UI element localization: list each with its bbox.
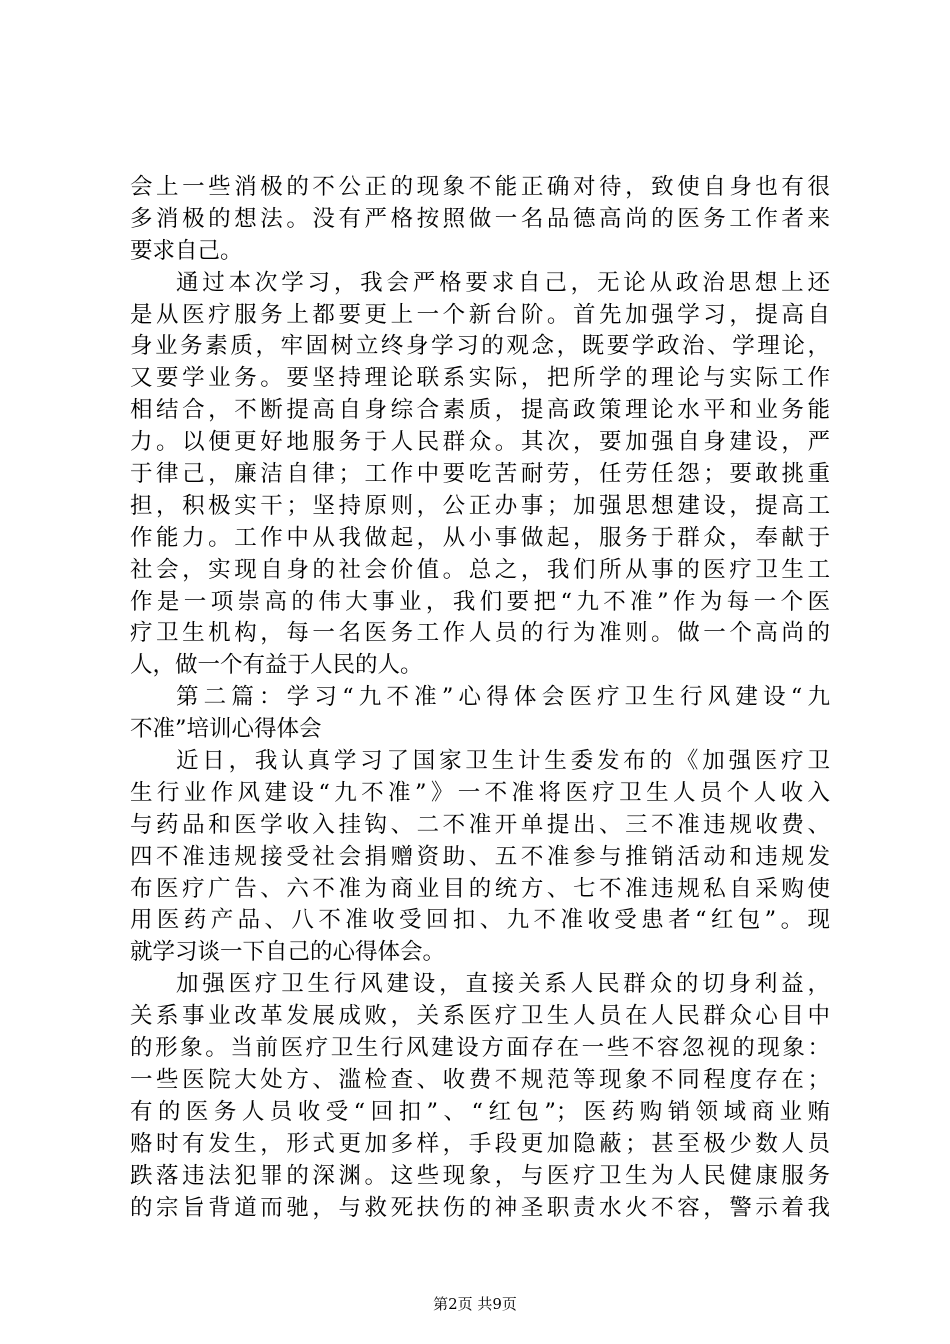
text-line: 力。以便更好地服务于人民群众。其次，要加强自身建设，严	[130, 429, 830, 456]
text-line: 多消极的想法。没有严格按照做一名品德高尚的医务工作者来	[130, 205, 830, 232]
text-line: 与药品和医学收入挂钩、二不准开单提出、三不准违规收费、	[130, 811, 830, 838]
text-line: 关系事业改革发展成败，关系医疗卫生人员在人民群众心目中	[130, 1003, 830, 1030]
text-line: 身业务素质，牢固树立终身学习的观念，既要学政治、学理论，	[130, 333, 830, 360]
text-line: 作是一项崇高的伟大事业，我们要把“九不准”作为每一个医	[130, 588, 830, 615]
text-line: 又要学业务。要坚持理论联系实际，把所学的理论与实际工作	[130, 365, 830, 392]
text-line: 一些医院大处方、滥检查、收费不规范等现象不同程度存在；	[130, 1066, 830, 1093]
text-line: 第二篇：学习“九不准”心得体会医疗卫生行风建设“九	[176, 684, 830, 711]
text-line: 通过本次学习，我会严格要求自己，无论从政治思想上还	[176, 269, 830, 296]
document-body	[130, 172, 830, 1224]
text-line: 跌落违法犯罪的深渊。这些现象，与医疗卫生为人民健康服务	[130, 1162, 830, 1189]
page-footer	[0, 1294, 950, 1314]
text-line: 布医疗广告、六不准为商业目的统方、七不准违规私自采购使	[130, 875, 830, 902]
text-line: 赂时有发生，形式更加多样，手段更加隐蔽；甚至极少数人员	[130, 1130, 830, 1157]
text-line: 不准”培训心得体会	[130, 716, 322, 743]
text-line: 社会，实现自身的社会价值。总之，我们所从事的医疗卫生工	[130, 556, 830, 583]
text-line: 近日，我认真学习了国家卫生计生委发布的《加强医疗卫	[176, 748, 830, 775]
text-line: 会上一些消极的不公正的现象不能正确对待，致使自身也有很	[130, 174, 830, 200]
text-line: 用医药产品、八不准收受回扣、九不准收受患者“红包”。现	[130, 907, 830, 934]
text-line: 四不准违规接受社会捐赠资助、五不准参与推销活动和违规发	[130, 843, 830, 870]
text-line: 疗卫生机构，每一名医务工作人员的行为准则。做一个高尚的	[130, 620, 830, 647]
text-line: 要求自己。	[130, 237, 243, 264]
text-line: 的宗旨背道而驰，与救死扶伤的神圣职责水火不容，警示着我	[130, 1194, 830, 1221]
text-line: 加强医疗卫生行风建设，直接关系人民群众的切身利益，	[176, 971, 830, 998]
text-line: 的形象。当前医疗卫生行风建设方面存在一些不容忽视的现象：	[130, 1035, 830, 1062]
text-line: 有的医务人员收受“回扣”、“红包”；医药购销领域商业贿	[130, 1098, 830, 1125]
text-line: 就学习谈一下自己的心得体会。	[130, 939, 446, 966]
text-line: 作能力。工作中从我做起，从小事做起，服务于群众，奉献于	[130, 524, 830, 551]
page-number: 第2页 共9页	[433, 1295, 517, 1313]
text-line: 担，积极实干；坚持原则，公正办事；加强思想建设，提高工	[130, 492, 830, 519]
text-line: 生行业作风建设“九不准”》一不准将医疗卫生人员个人收入	[130, 779, 830, 806]
text-line: 人，做一个有益于人民的人。	[130, 652, 423, 679]
text-line: 于律己，廉洁自律；工作中要吃苦耐劳，任劳任怨；要敢挑重	[130, 461, 830, 488]
text-line: 相结合，不断提高自身综合素质，提高政策理论水平和业务能	[130, 397, 830, 424]
text-line: 是从医疗服务上都要更上一个新台阶。首先加强学习，提高自	[130, 301, 830, 328]
